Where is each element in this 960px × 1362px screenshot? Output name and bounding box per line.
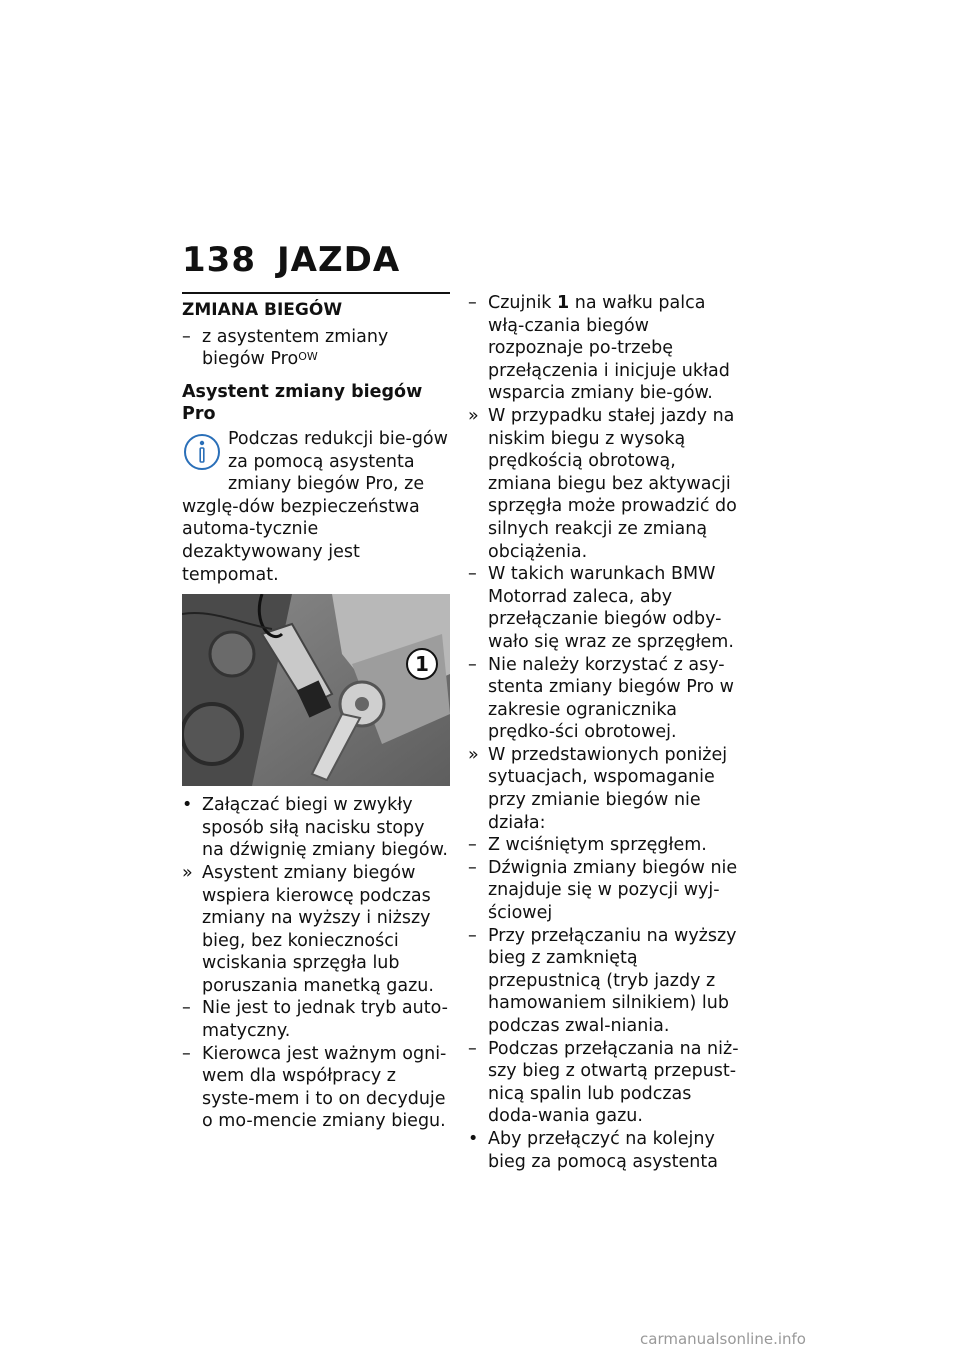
list-item-text: Załączać biegi w zwykły sposób siłą nacisku stopy na dźwignię zmiany biegów.	[202, 795, 448, 861]
list-item	[468, 654, 740, 744]
list-marker: –	[468, 857, 477, 878]
list-item	[468, 744, 740, 834]
list-marker: •	[182, 795, 193, 816]
section-title: ZMIANA BIEGÓW	[182, 300, 343, 320]
list-marker: »	[468, 405, 479, 426]
list-item	[182, 1043, 450, 1133]
list-marker: –	[468, 564, 477, 585]
list-marker: –	[468, 1038, 477, 1059]
right-list	[468, 405, 740, 1173]
chapter-title: JAZDA	[277, 240, 401, 280]
list-item-text: Podczas przełączania na niż-szy bieg z otwartą przepust-nicą spalin lub podczas doda-wania gazu.	[488, 1038, 739, 1127]
watermark: carmanualsonline.info	[640, 1330, 806, 1348]
list-item-text: Nie należy korzystać z asy-stenta zmiany biegów Pro w zakresie ogranicznika prędko-ści obrotowej.	[488, 654, 734, 743]
variant-note	[182, 326, 450, 371]
list-item	[468, 292, 740, 405]
list-item	[182, 997, 450, 1042]
sensor-text-pre: Czujnik	[488, 293, 558, 313]
info-icon	[182, 432, 222, 472]
list-item	[468, 1128, 740, 1173]
list-item	[182, 862, 450, 998]
gear-sensor-photo	[182, 594, 450, 786]
list-item-text: Asystent zmiany biegów wspiera kierowcę podczas zmiany na wyższy i niższy bieg, bez konieczności wciskania sprzęgła lub poruszania manetką gazu.	[202, 862, 434, 996]
list-marker: –	[182, 998, 191, 1019]
list-marker: –	[182, 1043, 191, 1064]
sensor-number: 1	[557, 293, 570, 313]
variant-text: z asystentem zmiany biegów Pro	[202, 326, 389, 370]
list-item-text: Przy przełączaniu na wyższy bieg z zamkniętą przepustnicą (tryb jazdy z hamowaniem silnikiem) lub podczas zwal-niania.	[488, 925, 737, 1036]
list-item-text: W takich warunkach BMW Motorrad zaleca, aby przełączanie biegów odby-wało się wraz ze sprzęgłem.	[488, 564, 734, 652]
sensor-text-post: na wałku palca włą-czania biegów rozpoznaje po-trzebę przełączenia i inicjuje układ wsparcia zmiany bie-gów.	[488, 293, 730, 404]
list-item-text: W przypadku stałej jazdy na niskim biegu z wysoką prędkością obrotową, zmiana biegu bez aktywacji sprzęgła może prowadzić do silnych reakcji ze zmianą obciążenia.	[488, 405, 737, 562]
list-marker: –	[468, 835, 477, 856]
list-item	[468, 1038, 740, 1128]
page-header	[182, 240, 400, 280]
right-column	[468, 292, 740, 1173]
list-marker: –	[182, 326, 191, 347]
list-item	[468, 857, 740, 925]
page-number: 138	[182, 240, 256, 280]
info-text: Podczas redukcji bie-gów za pomocą asystenta zmiany biegów Pro, ze wzglę-dów bezpieczeństwa automa-tycznie dezaktywowany jest tempomat.	[182, 428, 448, 585]
list-item-text: Aby przełączyć na kolejny bieg za pomocą asystenta	[488, 1128, 718, 1172]
list-item	[468, 834, 740, 857]
list-item-text: Nie jest to jednak tryb auto-matyczny.	[202, 998, 448, 1042]
list-item-text: Kierowca jest ważnym ogni-wem dla współpracy z syste-mem i to on decyduje o mo-mencie zmiany biegu.	[202, 1043, 447, 1132]
figure-callout: 1	[415, 652, 429, 677]
list-item	[468, 405, 740, 563]
list-marker: »	[182, 862, 193, 883]
list-marker: –	[468, 293, 477, 313]
section-rule	[182, 292, 450, 294]
list-marker: –	[468, 654, 477, 675]
list-item-text: Z wciśniętym sprzęgłem.	[488, 835, 707, 856]
list-item-text: Dźwignia zmiany biegów nie znajduje się w pozycji wyj-ściowej	[488, 857, 738, 924]
left-list	[182, 794, 450, 1133]
variant-sup: OW	[298, 350, 318, 364]
subsection-title: Asystent zmiany biegów Pro	[182, 381, 423, 425]
list-marker: –	[468, 925, 477, 946]
info-note	[182, 428, 450, 586]
list-item	[182, 794, 450, 862]
list-item-text: W przedstawionych poniżej sytuacjach, wspomaganie przy zmianie biegów nie działa:	[488, 744, 728, 833]
list-marker: »	[468, 744, 479, 765]
left-column	[182, 292, 450, 1133]
list-marker: •	[468, 1128, 479, 1149]
list-item	[468, 563, 740, 653]
list-item	[468, 925, 740, 1038]
